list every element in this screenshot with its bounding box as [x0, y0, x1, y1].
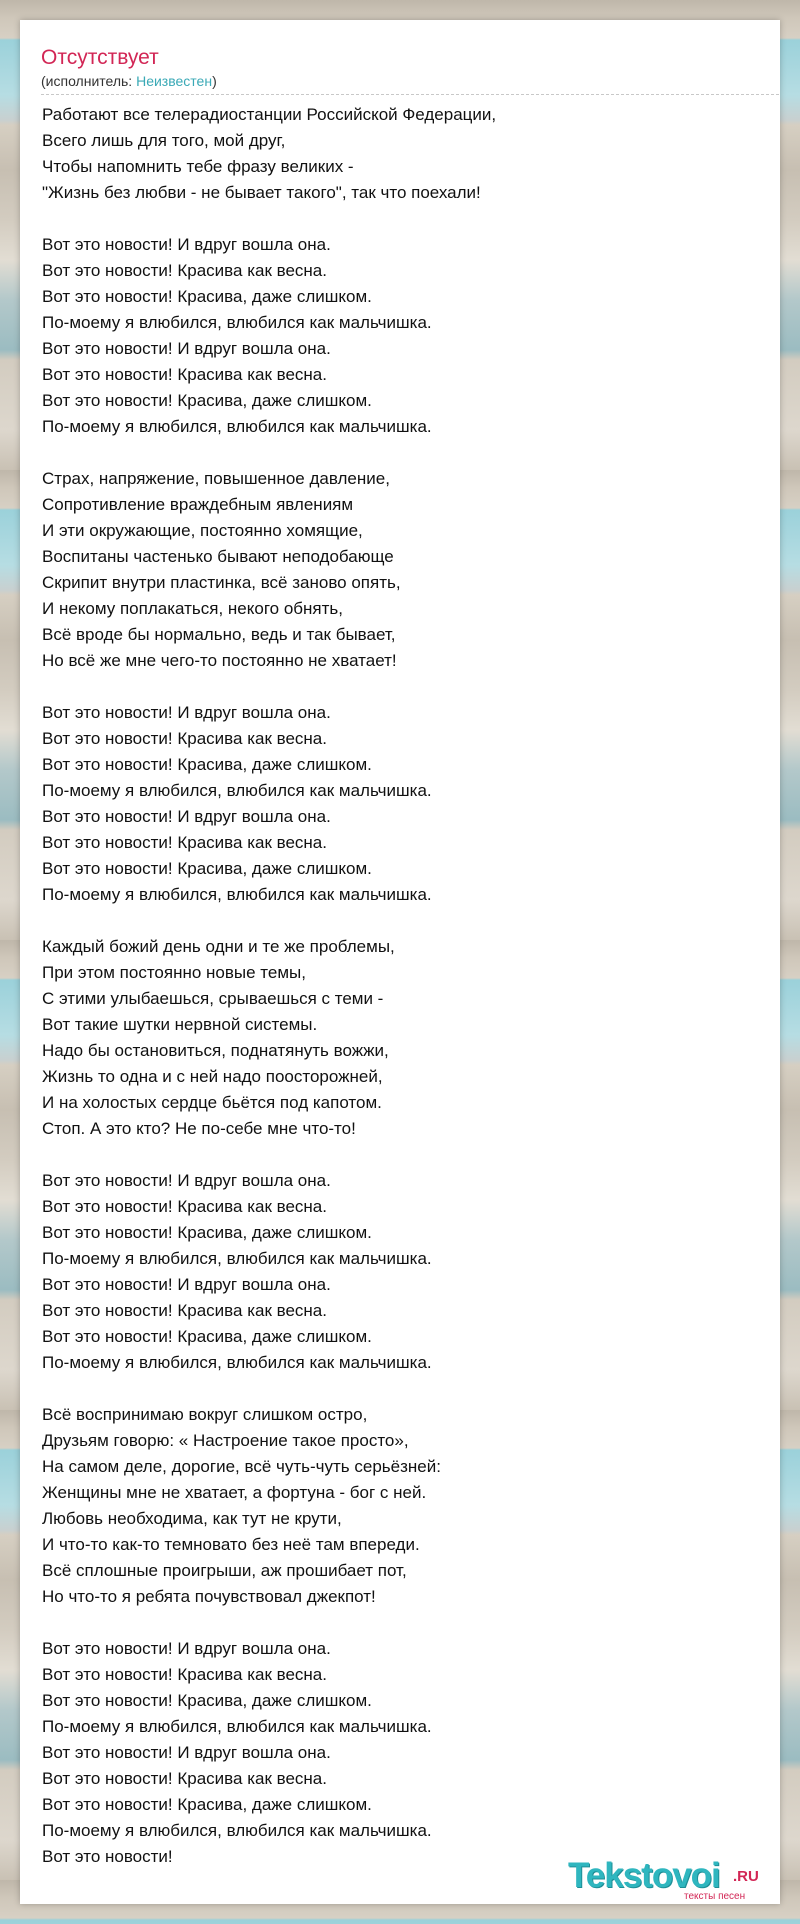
stanza-gap	[42, 908, 778, 934]
lyric-line: При этом постоянно новые темы,	[42, 963, 306, 982]
lyric-line: По-моему я влюбился, влюбился как мальчишка.	[42, 1717, 432, 1736]
lyric-line: Вот это новости! Красива, даже слишком.	[42, 1795, 372, 1814]
song-title: Отсутствует	[41, 46, 159, 69]
lyric-line: Вот это новости! Красива, даже слишком.	[42, 1223, 372, 1242]
lyric-line: Вот это новости! Красива, даже слишком.	[42, 859, 372, 878]
lyric-line: Вот это новости! Красива, даже слишком.	[42, 391, 372, 410]
lyrics-text	[42, 102, 778, 1870]
lyric-line: По-моему я влюбился, влюбился как мальчишка.	[42, 417, 432, 436]
lyric-line: Страх, напряжение, повышенное давление,	[42, 469, 390, 488]
lyric-line: Скрипит внутри пластинка, всё заново опять,	[42, 573, 401, 592]
lyric-line: "Жизнь без любви - не бывает такого", так что поехали!	[42, 183, 481, 202]
lyric-line: С этими улыбаешься, срываешься с теми -	[42, 989, 384, 1008]
lyric-line: По-моему я влюбился, влюбился как мальчишка.	[42, 1249, 432, 1268]
stanza-gap	[42, 440, 778, 466]
lyric-line: Каждый божий день одни и те же проблемы,	[42, 937, 395, 956]
lyric-line: Вот это новости! И вдруг вошла она.	[42, 1639, 331, 1658]
lyric-line: Женщины мне не хватает, а фортуна - бог с ней.	[42, 1483, 427, 1502]
artist-suffix: )	[212, 73, 217, 89]
lyric-line: Вот это новости! Красива как весна.	[42, 1197, 327, 1216]
lyric-line: И эти окружающие, постоянно хомящие,	[42, 521, 363, 540]
lyric-line: Стоп. А это кто? Не по-себе мне что-то!	[42, 1119, 356, 1138]
lyric-line: Вот это новости! Красива, даже слишком.	[42, 287, 372, 306]
lyric-line: Вот это новости! И вдруг вошла она.	[42, 1743, 331, 1762]
song-header	[41, 44, 779, 95]
lyric-line: По-моему я влюбился, влюбился как мальчишка.	[42, 885, 432, 904]
lyric-line: Вот это новости! И вдруг вошла она.	[42, 807, 331, 826]
lyric-line: Вот это новости! Красива как весна.	[42, 729, 327, 748]
lyric-line: Вот это новости! Красива, даже слишком.	[42, 1691, 372, 1710]
lyric-line: По-моему я влюбился, влюбился как мальчишка.	[42, 781, 432, 800]
lyric-line: По-моему я влюбился, влюбился как мальчишка.	[42, 313, 432, 332]
lyric-line: И некому поплакаться, некого обнять,	[42, 599, 343, 618]
lyric-line: По-моему я влюбился, влюбился как мальчишка.	[42, 1821, 432, 1840]
lyric-line: Всё вроде бы нормально, ведь и так бывает,	[42, 625, 396, 644]
lyric-line: Вот это новости! Красива как весна.	[42, 833, 327, 852]
lyric-line: Вот это новости! Красива как весна.	[42, 1665, 327, 1684]
stanza-gap	[42, 674, 778, 700]
logo-domain: .RU	[733, 1868, 759, 1885]
lyric-line: Друзьям говорю: « Настроение такое просто»,	[42, 1431, 409, 1450]
lyric-line: Чтобы напомнить тебе фразу великих -	[42, 157, 354, 176]
lyric-line: Работают все телерадиостанции Российской Федерации,	[42, 105, 497, 124]
lyric-line: Вот это новости! Красива, даже слишком.	[42, 1327, 372, 1346]
stanza-gap	[42, 206, 778, 232]
lyric-line: Вот это новости! Красива как весна.	[42, 1769, 327, 1788]
lyric-line: Вот это новости!	[42, 1847, 173, 1866]
site-logo[interactable]	[568, 1857, 773, 1901]
lyric-line: Всё воспринимаю вокруг слишком остро,	[42, 1405, 368, 1424]
artist-prefix: (исполнитель:	[41, 73, 137, 89]
lyric-line: Сопротивление враждебным явлениям	[42, 495, 354, 514]
artist-line	[41, 72, 779, 90]
lyric-line: Всё сплошные проигрыши, аж прошибает пот,	[42, 1561, 407, 1580]
lyric-line: Вот такие шутки нервной системы.	[42, 1015, 318, 1034]
logo-tagline: тексты песен	[684, 1891, 746, 1902]
lyric-line: Вот это новости! Красива, даже слишком.	[42, 755, 372, 774]
lyric-line: Вот это новости! И вдруг вошла она.	[42, 1171, 331, 1190]
lyric-line: На самом деле, дорогие, всё чуть-чуть серьёзней:	[42, 1457, 441, 1476]
lyric-line: И на холостых сердце бьётся под капотом.	[42, 1093, 382, 1112]
lyric-line: Всего лишь для того, мой друг,	[42, 131, 286, 150]
stanza-gap	[42, 1142, 778, 1168]
lyrics-card	[20, 20, 780, 1904]
lyric-line: Надо бы остановиться, поднатянуть вожжи,	[42, 1041, 389, 1060]
lyric-line: По-моему я влюбился, влюбился как мальчишка.	[42, 1353, 432, 1372]
stanza-gap	[42, 1610, 778, 1636]
lyric-line: Вот это новости! И вдруг вошла она.	[42, 339, 331, 358]
lyric-line: Но всё же мне чего-то постоянно не хватает!	[42, 651, 397, 670]
lyric-line: Воспитаны частенько бывают неподобающе	[42, 547, 394, 566]
logo-wordmark: Tekstovoi	[568, 1856, 720, 1895]
artist-link[interactable]: Неизвестен	[136, 73, 213, 89]
lyric-line: Вот это новости! Красива как весна.	[42, 1301, 327, 1320]
lyric-line: И что-то как-то темновато без неё там впереди.	[42, 1535, 420, 1554]
lyric-line: Вот это новости! И вдруг вошла она.	[42, 703, 331, 722]
stanza-gap	[42, 1376, 778, 1402]
lyric-line: Вот это новости! Красива как весна.	[42, 365, 327, 384]
lyric-line: Жизнь то одна и с ней надо поосторожней,	[42, 1067, 383, 1086]
lyric-line: Но что-то я ребята почувствовал джекпот!	[42, 1587, 376, 1606]
lyric-line: Любовь необходима, как тут не крути,	[42, 1509, 342, 1528]
lyric-line: Вот это новости! И вдруг вошла она.	[42, 1275, 331, 1294]
lyric-line: Вот это новости! И вдруг вошла она.	[42, 235, 331, 254]
lyric-line: Вот это новости! Красива как весна.	[42, 261, 327, 280]
